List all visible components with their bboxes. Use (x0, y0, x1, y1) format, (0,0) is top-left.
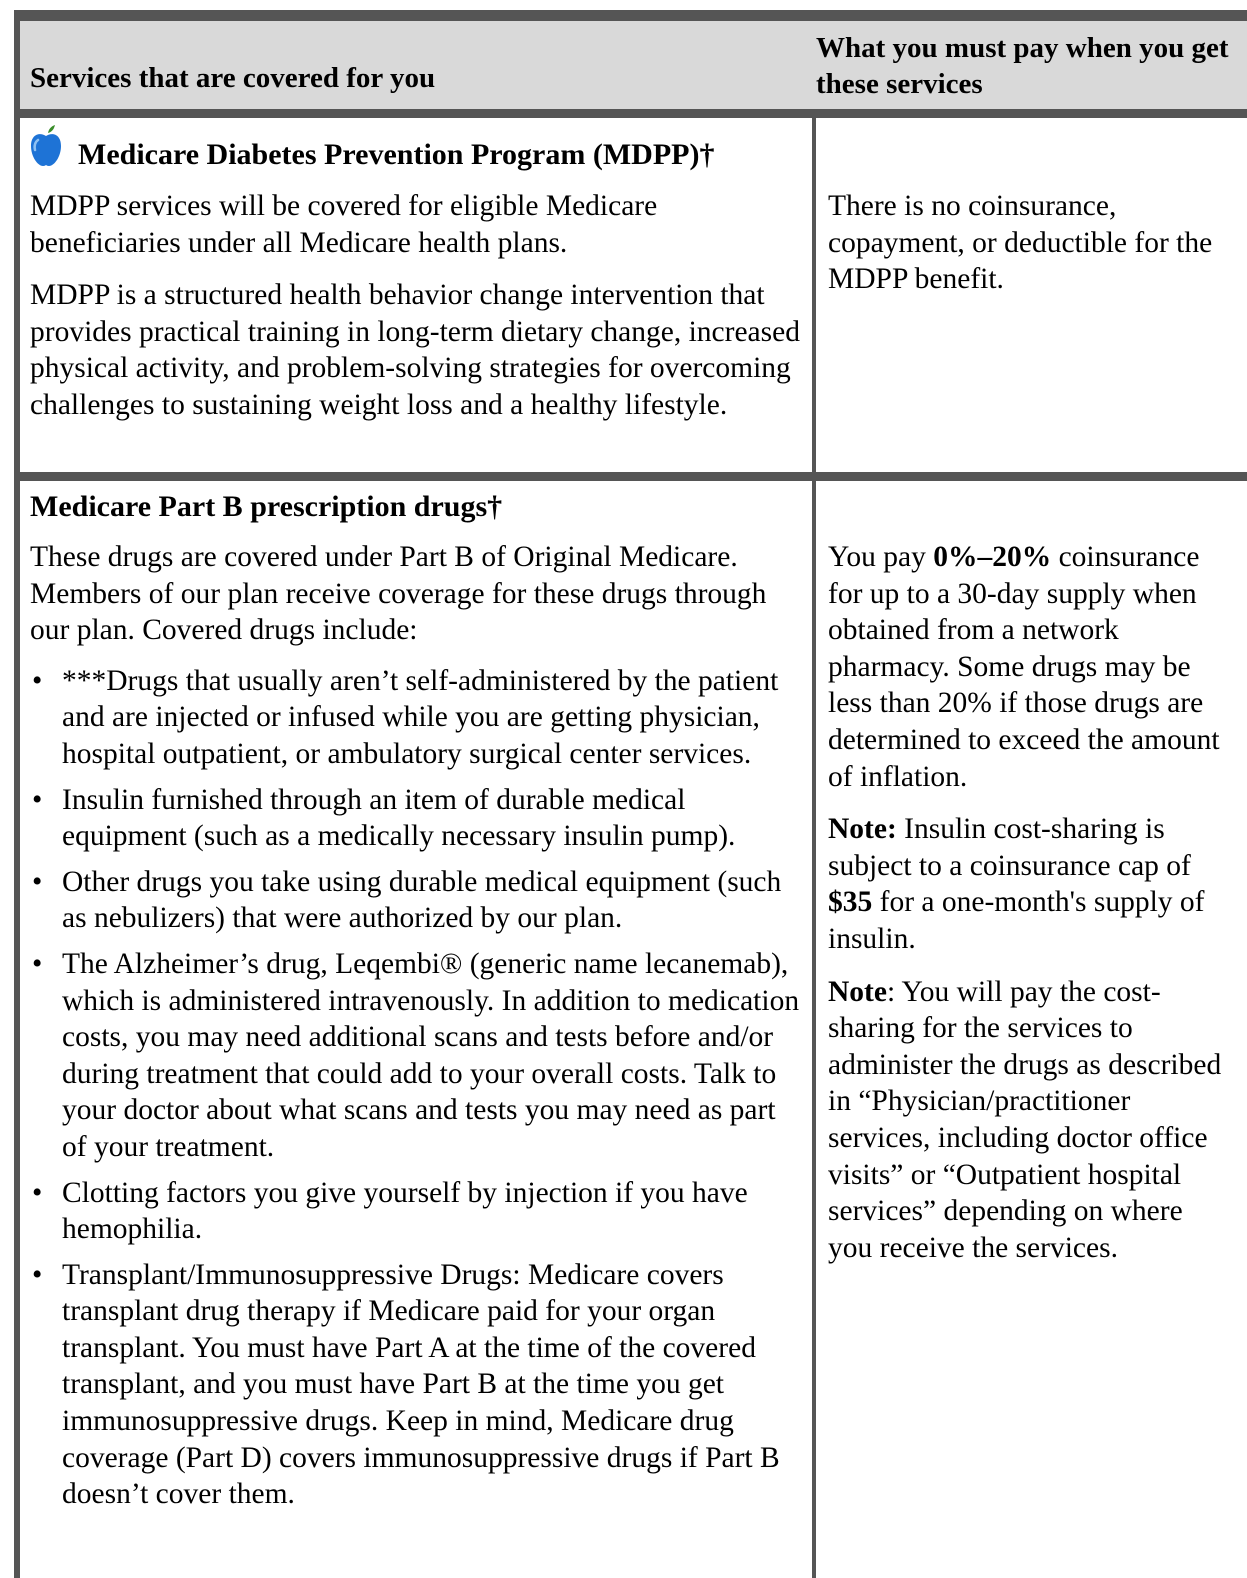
partb-cost (828, 539, 1232, 1266)
list-item: • The Alzheimer’s drug, Leqembi® (generic name lecanemab), which is administered intravenously. In addition to medication costs, you may need additional scans and tests before and/or during treatment that could add to your overall costs. Talk to your doctor about what scans and tests you may need as part of your treatment. (32, 947, 800, 1163)
table-top-border (14, 10, 1247, 21)
bullet-icon: • (32, 1176, 43, 1209)
partb-intro: These drugs are covered under Part B of Original Medicare. Members of our plan receive coverage for these drugs through our plan. Covered drugs include: (30, 541, 767, 647)
bullet-icon: • (32, 947, 43, 980)
bullet-icon: • (32, 783, 43, 816)
apple-icon (28, 124, 64, 168)
partb-description (30, 539, 800, 1522)
header-what-you-pay: What you must pay when you get these services (816, 32, 1229, 100)
list-item: • Insulin furnished through an item of durable medical equipment (such as a medically necessary insulin pump). (32, 783, 736, 853)
partb-title: Medicare Part B prescription drugs† (30, 490, 503, 523)
mdpp-paragraph-1: MDPP services will be covered for eligible Medicare beneficiaries under all Medicare health plans. (30, 190, 658, 259)
partb-coinsurance: You pay 0%–20% coinsurance for up to a 30-day supply when obtained from a network pharmacy. Some drugs may be less than 20% if those drugs are determined to exceed the amount of inflation. (828, 541, 1220, 793)
partb-drug-list (30, 663, 800, 1513)
header-services-covered: Services that are covered for you (30, 62, 436, 94)
row-divider (14, 472, 1247, 481)
list-item: • ***Drugs that usually aren’t self-administered by the patient and are injected or infused while you are getting physician, hospital outpatient, or ambulatory surgical center services. (32, 664, 779, 770)
mdpp-title: Medicare Diabetes Prevention Program (MDPP)† (78, 138, 715, 171)
list-item: • Clotting factors you give yourself by injection if you have hemophilia. (32, 1176, 748, 1246)
table-left-border (14, 10, 20, 1578)
partb-insulin-note: Note: Insulin cost-sharing is subject to a coinsurance cap of $35 for a one-month's supply of insulin. (828, 813, 1205, 955)
list-item: • Transplant/Immunosuppressive Drugs: Medicare covers transplant drug therapy if Medicare paid for your organ transplant. You must have Part A at the time of the covered transplant, and you must have Part B at the time you get immunosuppressive drugs. Keep in mind, Medicare drug coverage (Part D) covers immunosuppressive drugs if Part B doesn’t cover them. (32, 1258, 780, 1511)
partb-admin-note: Note: You will pay the cost-sharing for the services to administer the drugs as described in “Physician/practitioner services, including doctor office visits” or “Outpatient hospital services” depending on where you receive the services. (828, 975, 1222, 1264)
mdpp-description (30, 188, 800, 424)
list-item: • Other drugs you take using durable medical equipment (such as nebulizers) that were authorized by our plan. (32, 865, 782, 935)
bullet-icon: • (32, 1258, 43, 1291)
bullet-icon: • (32, 664, 43, 697)
header-bottom-border (14, 109, 1247, 118)
bullet-icon: • (32, 865, 43, 898)
mdpp-cost: There is no coinsurance, copayment, or deductible for the MDPP benefit. (828, 190, 1213, 296)
mdpp-paragraph-2: MDPP is a structured health behavior change intervention that provides practical training in long-term dietary change, increased physical activity, and problem-solving strategies for overcoming challenges to sustaining weight loss and a healthy lifestyle. (30, 279, 800, 421)
column-divider (812, 109, 816, 1578)
